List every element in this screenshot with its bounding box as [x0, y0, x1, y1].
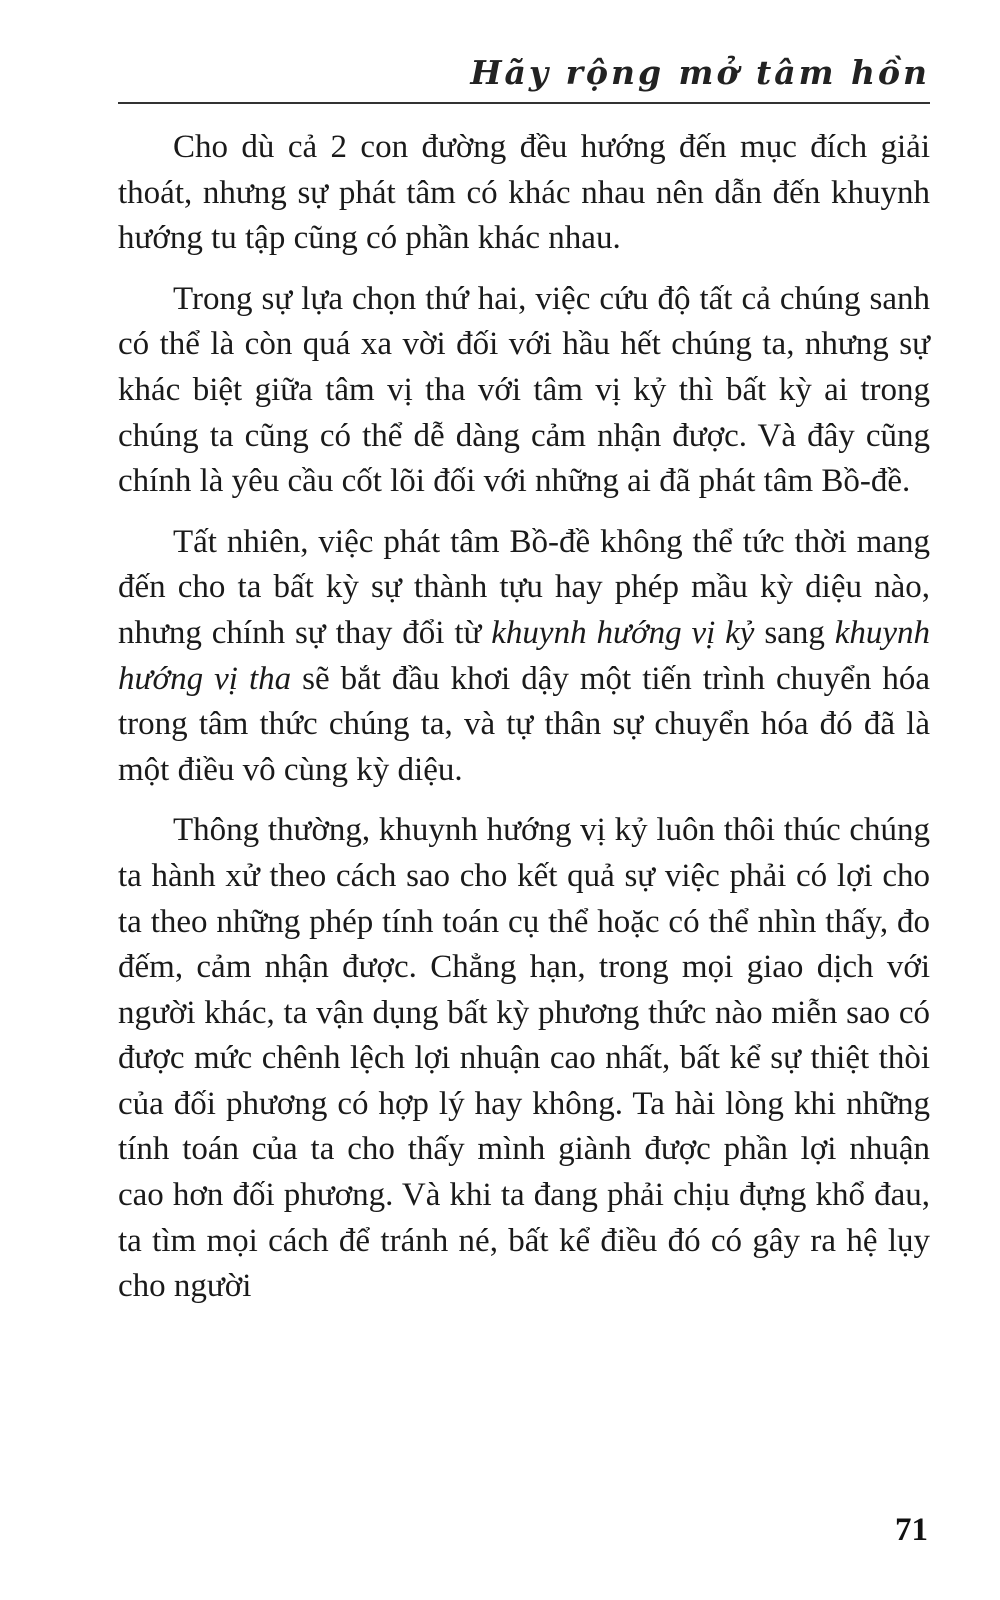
- body-text: [118, 125, 930, 1325]
- paragraph-3-italic-a: khuynh hướng vị kỷ: [491, 614, 755, 651]
- page-number: 71: [895, 1512, 928, 1548]
- paragraph-3-text-b: sang: [754, 614, 835, 651]
- paragraph-3-text-a: Tất nhiên, việc phát tâm Bồ-đề không thể tức thời mang đến cho ta bất kỳ sự thành tựu hay phép mầu kỳ diệu nào, nhưng chính sự thay đổi từ: [118, 523, 930, 651]
- header-divider: [118, 102, 930, 104]
- running-header-title: Hãy rộng mở tâm hồn: [470, 53, 930, 92]
- paragraph-4: Thông thường, khuynh hướng vị kỷ luôn thôi thúc chúng ta hành xử theo cách sao cho kết quả sự việc phải có lợi cho ta theo những phép tính toán cụ thể hoặc có thể nhìn thấy, đo đếm, cảm nhận được. Chẳng hạn, trong mọi giao dịch với người khác, ta vận dụng bất kỳ phương thức nào miễn sao có được mức chênh lệch lợi nhuận cao nhất, bất kể sự thiệt thòi của đối phương có hợp lý hay không. Ta hài lòng khi những tính toán của ta cho thấy mình giành được phần lợi nhuận cao hơn đối phương. Và khi ta đang phải chịu đựng khổ đau, ta tìm mọi cách để tránh né, bất kể điều đó có gây ra hệ lụy cho người: [118, 812, 930, 1305]
- paragraph-1: Cho dù cả 2 con đường đều hướng đến mục đích giải thoát, nhưng sự phát tâm có khác nhau nên dẫn đến khuynh hướng tu tập cũng có phần khác nhau.: [118, 129, 930, 257]
- paragraph-3-italic-b: khuynh hướng vị tha: [118, 614, 931, 697]
- paragraph-3: [118, 520, 930, 794]
- paragraph-2: Trong sự lựa chọn thứ hai, việc cứu độ tất cả chúng sanh có thể là còn quá xa vời đối với hầu hết chúng ta, nhưng sự khác biệt giữa tâm vị tha với tâm vị kỷ thì bất kỳ ai trong chúng ta cũng có thể dễ dàng cảm nhận được. Và đây cũng chính là yêu cầu cốt lõi đối với những ai đã phát tâm Bồ-đề.: [118, 280, 930, 500]
- paragraph-3-text-c: sẽ bắt đầu khơi dậy một tiến trình chuyển hóa trong tâm thức chúng ta, và tự thân sự chuyển hóa đó đã là một điều vô cùng kỳ diệu.: [118, 660, 930, 788]
